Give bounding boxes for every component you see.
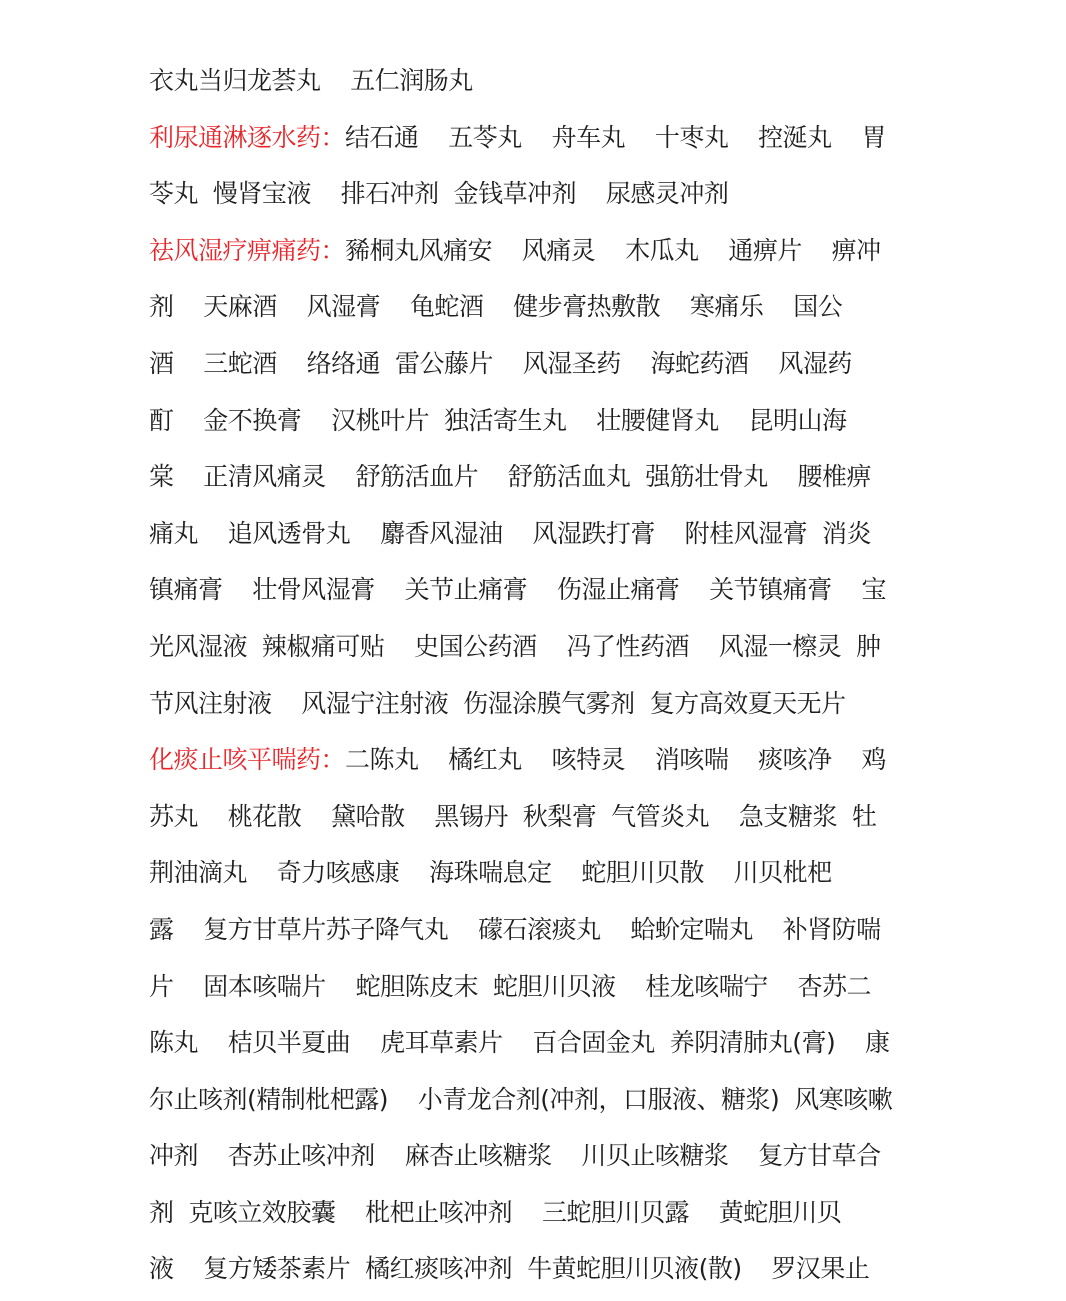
medicine-list: 光风湿液 辣椒痛可贴 史国公药酒 冯了性药酒 风湿一檫灵 肿 <box>149 631 881 661</box>
category-heading: 利尿通淋逐水药： <box>149 122 346 152</box>
document-body <box>0 53 1066 1298</box>
text-line <box>0 1072 1066 1129</box>
medicine-list: 二陈丸 橘红丸 咳特灵 消咳喘 痰咳净 鸡 <box>345 745 886 775</box>
medicine-list: 酒 三蛇酒 络络通 雷公藤片 风湿圣药 海蛇药酒 风湿药 <box>149 348 852 378</box>
medicine-list: 苏丸 桃花散 黛哈散 黑锡丹 秋梨膏 气管炎丸 急支糖浆 牡 <box>149 801 877 831</box>
medicine-list: 剂 克咳立效胶囊 枇杷止咳冲剂 三蛇胆川贝露 黄蛇胆川贝 <box>149 1197 842 1227</box>
text-line <box>0 393 1066 450</box>
text-line <box>0 732 1066 789</box>
text-line <box>0 53 1066 110</box>
text-line <box>0 1015 1066 1072</box>
medicine-list: 痛丸 追风透骨丸 麝香风湿油 风湿跌打膏 附桂风湿膏 消炎 <box>149 518 872 548</box>
text-line <box>0 279 1066 336</box>
text-line <box>0 845 1066 902</box>
medicine-list: 苓丸 慢肾宝液 排石冲剂 金钱草冲剂 尿感灵冲剂 <box>149 179 729 209</box>
medicine-list: 结石通 五苓丸 舟车丸 十枣丸 控涎丸 胃 <box>345 122 886 152</box>
medicine-list: 露 复方甘草片苏子降气丸 礞石滚痰丸 蛤蚧定喘丸 补肾防喘 <box>149 914 881 944</box>
text-line <box>0 619 1066 676</box>
medicine-list: 豨桐丸风痛安 风痛灵 木瓜丸 通痹片 痹冲 <box>345 235 881 265</box>
text-line <box>0 449 1066 506</box>
text-line <box>0 166 1066 223</box>
text-line <box>0 959 1066 1016</box>
medicine-list: 尔止咳剂(精制枇杷露) 小青龙合剂(冲剂，口服液、糖浆) 风寒咳嗽 <box>149 1084 893 1114</box>
medicine-list: 镇痛膏 壮骨风湿膏 关节止痛膏 伤湿止痛膏 关节镇痛膏 宝 <box>149 575 886 605</box>
text-line <box>0 1185 1066 1242</box>
text-line <box>0 223 1066 280</box>
medicine-list: 荆油滴丸 奇力咳感康 海珠喘息定 蛇胆川贝散 川贝枇杷 <box>149 858 832 888</box>
text-line <box>0 676 1066 733</box>
category-heading: 化痰止咳平喘药： <box>149 745 346 775</box>
medicine-list: 酊 金不换膏 汉桃叶片 独活寄生丸 壮腰健肾丸 昆明山海 <box>149 405 847 435</box>
text-line <box>0 1128 1066 1185</box>
text-line <box>0 1241 1066 1298</box>
text-line <box>0 789 1066 846</box>
medicine-list: 衣丸当归龙荟丸 五仁润肠丸 <box>149 66 473 95</box>
text-line <box>0 110 1066 167</box>
medicine-list: 冲剂 杏苏止咳冲剂 麻杏止咳糖浆 川贝止咳糖浆 复方甘草合 <box>149 1141 881 1171</box>
medicine-list: 节风注射液 风湿宁注射液 伤湿涂膜气雾剂 复方高效夏天无片 <box>149 688 846 718</box>
medicine-list: 陈丸 桔贝半夏曲 虎耳草素片 百合固金丸 养阴清肺丸(膏) 康 <box>149 1028 890 1058</box>
text-line <box>0 562 1066 619</box>
medicine-list: 棠 正清风痛灵 舒筋活血片 舒筋活血丸 强筋壮骨丸 腰椎痹 <box>149 462 872 492</box>
medicine-list: 片 固本咳喘片 蛇胆陈皮末 蛇胆川贝液 桂龙咳喘宁 杏苏二 <box>149 971 872 1001</box>
medicine-list: 剂 天麻酒 风湿膏 龟蛇酒 健步膏热敷散 寒痛乐 国公 <box>149 292 843 322</box>
medicine-list: 液 复方矮茶素片 橘红痰咳冲剂 牛黄蛇胆川贝液(散) 罗汉果止 <box>149 1254 870 1284</box>
text-line <box>0 506 1066 563</box>
category-heading: 祛风湿疗痹痛药： <box>149 235 346 265</box>
text-line <box>0 336 1066 393</box>
text-line <box>0 902 1066 959</box>
